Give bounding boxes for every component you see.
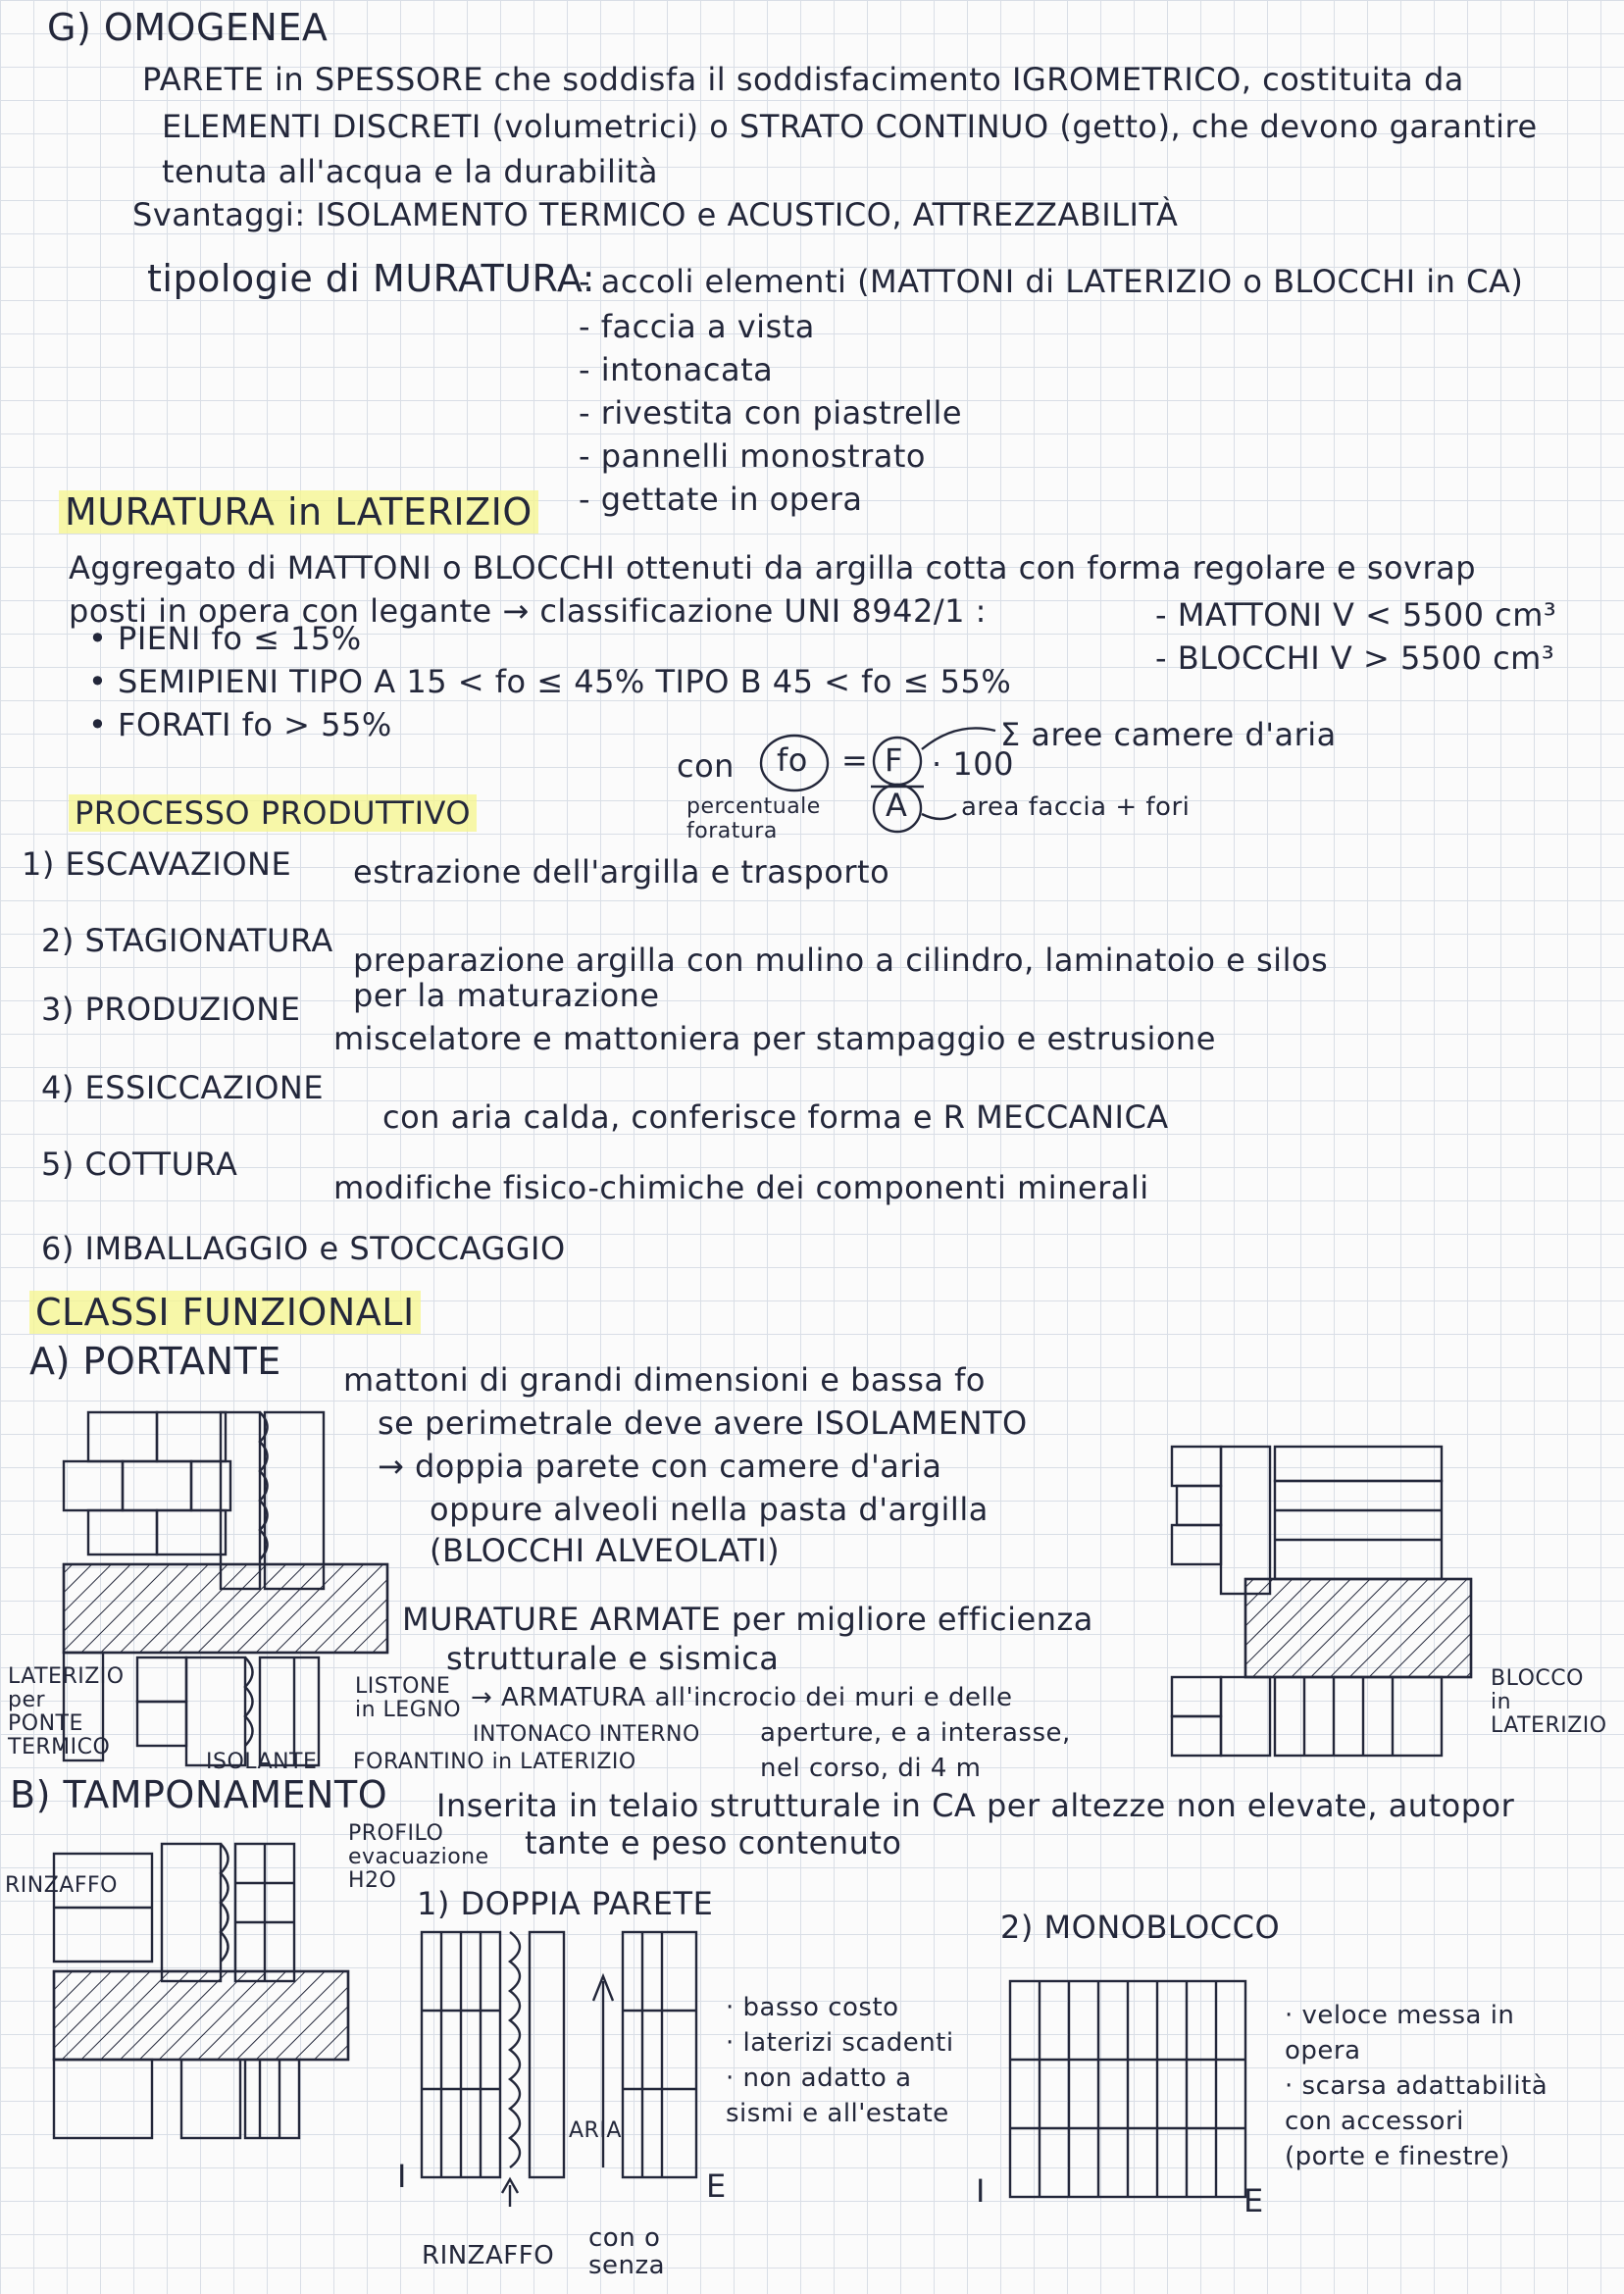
class-mattoni: - MATTONI V < 5500 cm³ bbox=[1155, 596, 1557, 634]
step-text: con aria calda, conferisce forma e R MECCANICA bbox=[382, 1098, 1169, 1136]
formula-eq: = bbox=[841, 741, 869, 779]
tipologia-item: - pannelli monostrato bbox=[579, 437, 926, 475]
formula-note-fo: percentuale foratura bbox=[686, 794, 821, 843]
step-text: preparazione argilla con mulino a cilindro, laminatoio e silos bbox=[353, 942, 1329, 979]
doppia-pro: · non adatto a bbox=[726, 2064, 912, 2093]
portante-sketch-left bbox=[59, 1402, 412, 1775]
mono-pro: opera bbox=[1285, 2036, 1361, 2065]
label-I: I bbox=[397, 2158, 407, 2195]
classe-a-line: (BLOCCHI ALVEOLATI) bbox=[430, 1532, 781, 1569]
portante-sketch-right bbox=[1167, 1432, 1481, 1765]
formula-con: con bbox=[677, 747, 735, 785]
tipologia-item: - rivestita con piastrelle bbox=[579, 394, 963, 432]
formula-F: F bbox=[885, 741, 903, 779]
class-forati: • FORATI fo > 55% bbox=[88, 706, 392, 743]
step-label: 2) STAGIONATURA bbox=[41, 922, 333, 959]
classe-b-label: B) TAMPONAMENTO bbox=[10, 1773, 388, 1816]
classi-title: CLASSI FUNZIONALI bbox=[29, 1291, 421, 1334]
armatura-2: aperture, e a interasse, bbox=[760, 1718, 1071, 1748]
classe-a-line: oppure alveoli nella pasta d'argilla bbox=[430, 1491, 989, 1528]
mono-pro: (porte e finestre) bbox=[1285, 2142, 1510, 2171]
step-label: 3) PRODUZIONE bbox=[41, 991, 301, 1028]
tipologia-item: - intonacata bbox=[579, 351, 774, 388]
tipologia-item: - faccia a vista bbox=[579, 308, 815, 345]
formula-fo: fo bbox=[777, 741, 808, 779]
tamponamento-sketch bbox=[44, 1824, 358, 2148]
doppia-parete-sketch bbox=[412, 1922, 726, 2207]
monoblocco-title: 2) MONOBLOCCO bbox=[1000, 1909, 1281, 1946]
doppia-pro: · basso costo bbox=[726, 1993, 899, 2022]
doppia-pro: · laterizi scadenti bbox=[726, 2028, 954, 2058]
label-blocco: BLOCCO in LATERIZIO bbox=[1491, 1666, 1607, 1738]
armatura-1: → ARMATURA all'incrocio dei muri e delle bbox=[471, 1683, 1013, 1712]
classe-b-line-1: Inserita in telaio strutturale in CA per altezze non elevate, autopor bbox=[436, 1787, 1515, 1824]
tipologie-label: tipologie di MURATURA: bbox=[147, 257, 596, 300]
armate-1: MURATURE ARMATE per migliore efficienza bbox=[402, 1601, 1093, 1638]
label-rinzaffo: RINZAFFO bbox=[422, 2241, 555, 2270]
label-rinzaffo-side: RINZAFFO bbox=[5, 1873, 118, 1898]
label-aria: ARIA bbox=[569, 2118, 622, 2143]
label-I-mono: I bbox=[976, 2172, 986, 2210]
label-forantino: FORANTINO in LATERIZIO bbox=[353, 1750, 636, 1774]
doppia-parete-title: 1) DOPPIA PARETE bbox=[417, 1885, 714, 1922]
label-listone: LISTONE in LEGNO bbox=[355, 1674, 462, 1722]
step-label: 4) ESSICCAZIONE bbox=[41, 1069, 325, 1106]
armatura-3: nel corso, di 4 m bbox=[760, 1754, 982, 1783]
section-g-title: G) OMOGENEA bbox=[47, 6, 329, 49]
mono-pro: · veloce messa in bbox=[1285, 2001, 1515, 2030]
monoblocco-sketch bbox=[1000, 1971, 1255, 2207]
classe-a-line: mattoni di grandi dimensioni e bassa fo bbox=[343, 1361, 986, 1399]
formula-note-A: area faccia + fori bbox=[961, 792, 1191, 822]
formula-times: · 100 bbox=[932, 745, 1014, 783]
step-text: miscelatore e mattoniera per stampaggio e estrusione bbox=[333, 1020, 1216, 1057]
step-label: 6) IMBALLAGGIO e STOCCAGGIO bbox=[41, 1230, 566, 1267]
tipologia-item: - accoli elementi (MATTONI di LATERIZIO o BLOCCHI in CA) bbox=[579, 263, 1524, 300]
label-isolante: ISOLANTE bbox=[206, 1750, 318, 1774]
label-con-senza: con o senza bbox=[588, 2223, 666, 2280]
class-semipieni: • SEMIPIENI TIPO A 15 < fo ≤ 45% TIPO B 45 < fo ≤ 55% bbox=[88, 663, 1012, 700]
class-blocchi: - BLOCCHI V > 5500 cm³ bbox=[1155, 639, 1555, 677]
step-text: estrazione dell'argilla e trasporto bbox=[353, 853, 890, 891]
step-label: 1) ESCAVAZIONE bbox=[22, 845, 292, 883]
doppia-pro: sismi e all'estate bbox=[726, 2099, 949, 2128]
formula-A: A bbox=[886, 787, 908, 824]
formula-note-F: Σ aree camere d'aria bbox=[1000, 716, 1337, 753]
label-laterizio-ponte: LATERIZIO per PONTE TERMICO bbox=[8, 1664, 125, 1759]
step-label: 5) COTTURA bbox=[41, 1146, 238, 1183]
classe-a-line: → doppia parete con camere d'aria bbox=[378, 1448, 942, 1485]
tipologia-item: - gettate in opera bbox=[579, 481, 863, 518]
laterizio-line-1: Aggregato di MATTONI o BLOCCHI ottenuti da argilla cotta con forma regolare e sovrap bbox=[69, 549, 1477, 586]
label-E: E bbox=[706, 2167, 727, 2205]
class-pieni: • PIENI fo ≤ 15% bbox=[88, 620, 362, 657]
processo-title: PROCESSO PRODUTTIVO bbox=[69, 794, 477, 832]
mono-pro: con accessori bbox=[1285, 2107, 1464, 2136]
step-text: modifiche fisico-chimiche dei componenti minerali bbox=[333, 1169, 1149, 1206]
laterizio-title: MURATURA in LATERIZIO bbox=[59, 490, 538, 534]
classe-a-label: A) PORTANTE bbox=[29, 1340, 281, 1383]
section-g-line-2: ELEMENTI DISCRETI (volumetrici) o STRATO CONTINUO (getto), che devono garantire bbox=[162, 108, 1538, 145]
label-E-mono: E bbox=[1243, 2182, 1264, 2219]
classe-b-line-2: tante e peso contenuto bbox=[525, 1824, 902, 1861]
laterizio-line-2: posti in opera con legante → classificazione UNI 8942/1 : bbox=[69, 592, 987, 630]
label-profilo: PROFILO evacuazione H2O bbox=[348, 1821, 489, 1893]
mono-pro: · scarsa adattabilità bbox=[1285, 2071, 1548, 2101]
label-intonaco: INTONACO INTERNO bbox=[473, 1722, 700, 1747]
formula-circles bbox=[745, 726, 1177, 843]
step-text-2: per la maturazione bbox=[353, 977, 660, 1014]
classe-a-line: se perimetrale deve avere ISOLAMENTO bbox=[378, 1404, 1028, 1442]
section-g-line-1: PARETE in SPESSORE che soddisfa il soddisfacimento IGROMETRICO, costituita da bbox=[142, 61, 1464, 98]
armate-2: strutturale e sismica bbox=[446, 1640, 780, 1677]
section-g-line-3: tenuta all'acqua e la durabilità bbox=[162, 153, 658, 190]
svantaggi: Svantaggi: ISOLAMENTO TERMICO e ACUSTICO, ATTREZZABILITÀ bbox=[132, 196, 1179, 233]
